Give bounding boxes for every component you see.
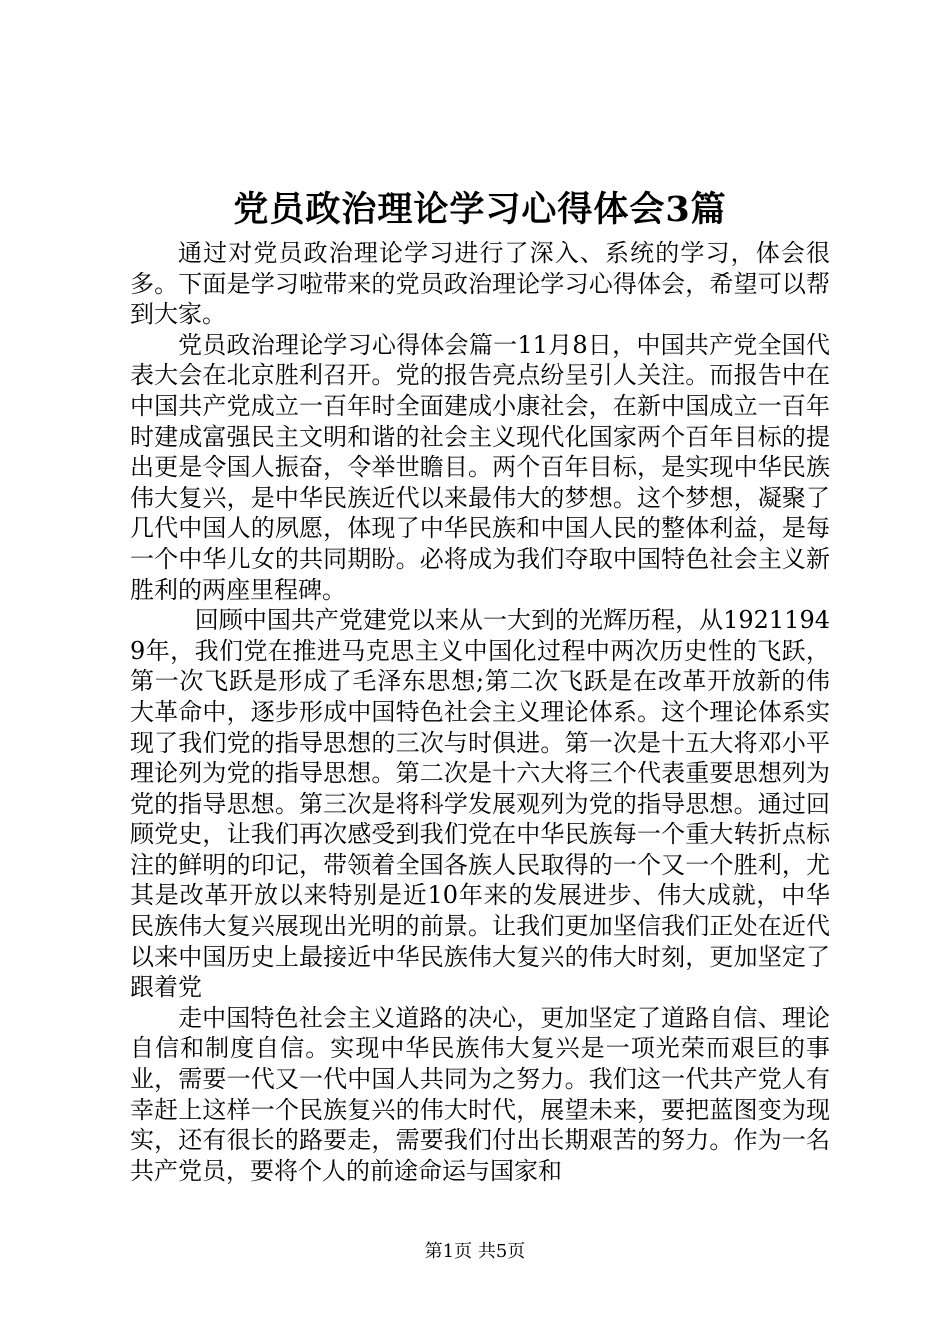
- paragraph-intro: 通过对党员政治理论学习进行了深入、系统的学习，体会很多。下面是学习啦带来的党员政治理论学习心得体会，希望可以帮到大家。: [130, 239, 830, 329]
- paragraph-part-one: 党员政治理论学习心得体会篇一11月8日，中国共产党全国代表大会在北京胜利召开。党的报告亮点纷呈引人关注。而报告中在中国共产党成立一百年时全面建成小康社会，在新中国成立一百年时建成富强民主文明和谐的社会主义现代化国家两个百年目标的提出更是令国人振奋，令举世瞻目。两个百年目标，是实现中华民族伟大复兴，是中华民族近代以来最伟大的梦想。这个梦想，凝聚了几代中国人的夙愿，体现了中华民族和中国人民的整体利益，是每一个中华儿女的共同期盼。必将成为我们夺取中国特色社会主义新胜利的两座里程碑。: [130, 330, 830, 604]
- page-footer: 第1页 共5页: [424, 1241, 526, 1262]
- document-page: [130, 186, 830, 1186]
- document-title: 党员政治理论学习心得体会3篇: [233, 189, 727, 230]
- paragraph-history: 回顾中国共产党建党以来从一大到的光辉历程，从19211949年，我们党在推进马克思主义中国化过程中两次历史性的飞跃，第一次飞跃是形成了毛泽东思想;第二次飞跃是在改革开放新的伟大革命中，逐步形成中国特色社会主义理论体系。这个理论体系实现了我们党的指导思想的三次与时俱进。第一次是十五大将邓小平理论列为党的指导思想。第二次是十六大将三个代表重要思想列为党的指导思想。第三次是将科学发展观列为党的指导思想。通过回顾党史，让我们再次感受到我们党在中华民族每一个重大转折点标注的鲜明的印记，带领着全国各族人民取得的一个又一个胜利，尤其是改革开放以来特别是近10年来的发展进步、伟大成就，中华民族伟大复兴展现出光明的前景。让我们更加坚信我们正处在近代以来中国历史上最接近中华民族伟大复兴的伟大时刻，更加坚定了跟着党: [130, 606, 830, 1002]
- paragraph-confidence: 走中国特色社会主义道路的决心，更加坚定了道路自信、理论自信和制度自信。实现中华民族伟大复兴是一项光荣而艰巨的事业，需要一代又一代中国人共同为之努力。我们这一代共产党人有幸赶上这样一个民族复兴的伟大时代，展望未来，要把蓝图变为现实，还有很长的路要走，需要我们付出长期艰苦的努力。作为一名共产党员，要将个人的前途命运与国家和: [130, 1003, 830, 1185]
